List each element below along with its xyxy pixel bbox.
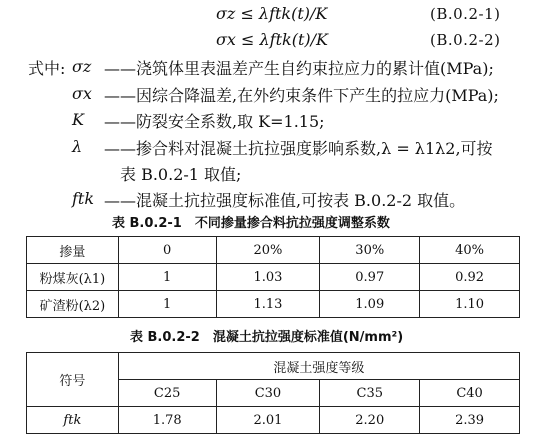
table1-header-row — [27, 237, 520, 264]
table-cell: 1 — [118, 264, 216, 291]
table2-group-header: 混凝土强度等级 — [118, 353, 519, 380]
table2-title: 表 B.0.2-2 混凝土抗拉强度标准值(N/mm²) — [130, 330, 404, 345]
table1 — [26, 236, 520, 318]
table2-grade: C30 — [216, 380, 320, 407]
table-cell: 1 — [118, 291, 216, 318]
def-text-ftk: ——混凝土抗拉强度标准值,可按表 B.0.2-2 取值。 — [104, 191, 466, 210]
formula-2: σx ≤ λftk(t)/K — [216, 30, 328, 49]
table2-grade: C25 — [118, 380, 216, 407]
table1-title: 表 B.0.2-1 不同掺量掺合料抗拉强度调整系数 — [112, 216, 390, 231]
table-cell: 0.97 — [320, 264, 420, 291]
table1-header-0: 0 — [118, 237, 216, 264]
def-symbol-sigma-z: σz — [72, 57, 92, 76]
table1-header-dosage: 掺量 — [27, 237, 119, 264]
table2-grade: C35 — [320, 380, 420, 407]
def-symbol-k: K — [72, 110, 84, 129]
table1-header-40: 40% — [420, 237, 520, 264]
table1-row-label: 矿渣粉(λ2) — [27, 291, 119, 318]
table1-header-30: 30% — [320, 237, 420, 264]
table-cell: 1.03 — [216, 264, 320, 291]
def-text-k: ——防裂安全系数,取 K=1.15; — [104, 112, 325, 131]
def-symbol-lambda: λ — [72, 137, 83, 156]
table-row — [27, 264, 520, 291]
table2 — [26, 352, 520, 434]
table-cell: 1.13 — [216, 291, 320, 318]
table-row — [27, 291, 520, 318]
intro-label: 式中: — [28, 59, 66, 78]
def-text-sigma-x: ——因综合降温差,在外约束条件下产生的拉应力(MPa); — [104, 86, 499, 105]
table-cell: 2.20 — [320, 407, 420, 434]
formula-1: σz ≤ λftk(t)/K — [216, 4, 328, 23]
formula-1-number: (B.0.2-1) — [430, 5, 501, 23]
formula-2-number: (B.0.2-2) — [430, 31, 501, 49]
table1-header-20: 20% — [216, 237, 320, 264]
def-text-sigma-z: ——浇筑体里表温差产生自约束拉应力的累计值(MPa); — [104, 59, 494, 78]
def-text-lambda-cont: 表 B.0.2-1 取值; — [120, 165, 242, 184]
table2-symbol-header: 符号 — [27, 353, 119, 407]
table-row — [27, 407, 520, 434]
table1-row-label: 粉煤灰(λ1) — [27, 264, 119, 291]
table-cell: 1.78 — [118, 407, 216, 434]
table2-grade: C40 — [420, 380, 520, 407]
table-cell: 1.09 — [320, 291, 420, 318]
table2-group-row — [27, 353, 520, 380]
def-text-lambda: ——掺合料对混凝土抗拉强度影响系数,λ = λ1λ2,可按 — [104, 139, 493, 158]
table-cell: 0.92 — [420, 264, 520, 291]
table-cell: 2.39 — [420, 407, 520, 434]
def-symbol-ftk: ftk — [72, 189, 95, 208]
def-symbol-sigma-x: σx — [72, 84, 92, 103]
table-cell: 2.01 — [216, 407, 320, 434]
table-cell: 1.10 — [420, 291, 520, 318]
table2-row-symbol: ftk — [27, 407, 119, 434]
